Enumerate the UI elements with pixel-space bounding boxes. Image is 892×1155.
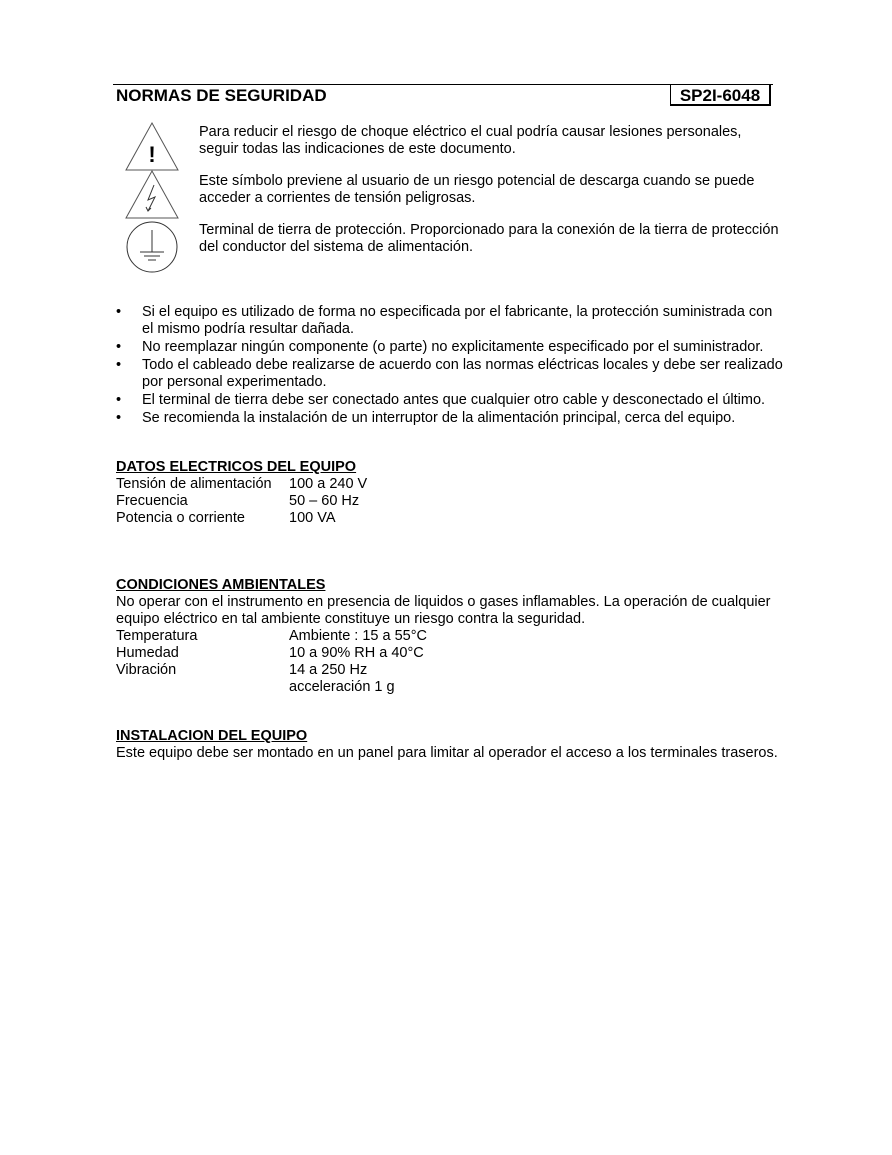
installation-text: Este equipo debe ser montado en un panel para limitar al operador el acceso a los terminales traseros. [116,745,778,761]
row-label: Frecuencia [116,493,188,509]
row-label: Temperatura [116,628,198,644]
row-value: Ambiente : 15 a 55°C [289,628,427,644]
warning-triangle-icon [124,121,180,173]
list-item: • Si el equipo es utilizado de forma no especificada por el fabricante, la protección suministrada con el mismo podría resultar dañada. [116,304,773,337]
electric-shock-icon [124,169,180,221]
page-title: NORMAS DE SEGURIDAD [116,86,327,105]
earth-symbol-text: Terminal de tierra de protección. Proporcionado para la conexión de la tierra de protección del conductor del sistema de alimentación. [199,222,779,255]
row-value: acceleración 1 g [289,679,395,695]
row-label: Potencia o corriente [116,510,245,526]
row-label: Humedad [116,645,179,661]
protective-earth-icon [124,220,180,274]
row-value: 50 – 60 Hz [289,493,360,509]
shock-symbol-text: Este símbolo previene al usuario de un riesgo potencial de descarga cuando se puede acceder a corrientes de tensión peligrosas. [199,173,755,206]
row-value: 14 a 250 Hz [289,662,368,678]
electrical-heading: DATOS ELECTRICOS DEL EQUIPO [116,459,357,475]
list-item: • Se recomienda la instalación de un interruptor de la alimentación principal, cerca del equipo. [116,410,736,426]
environment-text: No operar con el instrumento en presencia de liquidos o gases inflamables. La operación de cualquier equipo eléctrico en tal ambiente constituye un riesgo contra la seguridad. [116,594,771,627]
environment-heading: CONDICIONES AMBIENTALES [116,577,326,593]
list-item: • No reemplazar ningún componente (o parte) no explicitamente especificado por el suministrador. [116,339,764,355]
row-value: 100 VA [289,510,336,526]
row-value: 10 a 90% RH a 40°C [289,645,424,661]
row-value: 100 a 240 V [289,476,368,492]
row-label: Vibración [116,662,177,678]
bullet-marker: • [116,357,122,373]
row-label: Tensión de alimentación [116,476,272,492]
svg-text:!: ! [148,142,156,167]
bullet-marker: • [116,304,122,320]
installation-heading: INSTALACION DEL EQUIPO [116,728,308,744]
bullet-marker: • [116,410,122,426]
warning-symbol-text: Para reducir el riesgo de choque eléctrico el cual podría causar lesiones personales, seguir todas las indicaciones de este documento. [199,124,742,157]
bullet-marker: • [116,339,122,355]
list-item: • El terminal de tierra debe ser conectado antes que cualquier otro cable y desconectado el último. [116,392,766,408]
safety-rules-list [116,304,786,428]
bullet-marker: • [116,392,122,408]
list-item: • Todo el cableado debe realizarse de acuerdo con las normas eléctricas locales y debe ser realizado por personal experimentado. [116,357,783,390]
document-code: SP2I-6048 [670,84,771,106]
